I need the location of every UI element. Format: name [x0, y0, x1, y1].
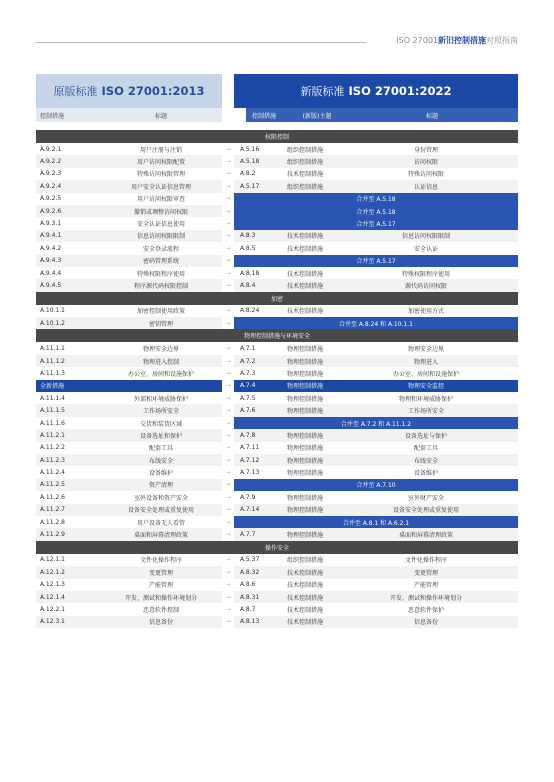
old-control-title: 布线安全 [148, 457, 173, 465]
old-control-title: 用户安全认证信息管理 [130, 183, 191, 191]
mapping-arrow-icon: → [222, 442, 234, 454]
section-header: 操作安全 [36, 541, 518, 554]
table-row [36, 205, 518, 217]
mapping-arrow-icon: → [222, 317, 234, 329]
new-control-title: 开发、测试和操作环境划分 [389, 594, 462, 602]
mapping-arrow-icon: → [222, 491, 234, 503]
old-control-id: A.11.1.4 [40, 394, 65, 402]
mapping-arrow-icon: → [222, 255, 234, 267]
mapping-arrow-icon: → [222, 466, 234, 478]
old-control-id: A.12.2.1 [40, 605, 65, 613]
mapping-arrow-icon: → [222, 579, 234, 591]
new-control-id: A.5.18 [240, 158, 260, 166]
old-control-title: 设备维护 [148, 470, 173, 478]
new-control-title: 设备安全处理或重复使用 [392, 507, 459, 515]
table-row [36, 217, 518, 229]
mapping-arrow-icon: → [222, 143, 234, 155]
old-control-title: 信息备份 [148, 619, 173, 627]
old-control-id: A.12.1.3 [40, 581, 65, 589]
header-rule [36, 42, 366, 43]
new-control-title: 认证信息 [413, 183, 438, 191]
new-control-title: 变更管理 [413, 569, 438, 577]
table-title-row [36, 74, 518, 108]
new-control-theme: 技术控制措施 [286, 282, 323, 290]
mapping-arrow-icon: → [222, 267, 234, 279]
new-control-theme: 物理控制措施 [286, 457, 323, 465]
header-highlight: 新旧控制措施 [438, 36, 486, 45]
table-row [36, 242, 518, 254]
old-control-title: 设备选址和保护 [139, 432, 182, 440]
old-control-title: 变更管理 [148, 569, 173, 577]
col-new-title: 标题 [425, 112, 438, 120]
old-control-title: 外部和环境威胁保护 [133, 395, 188, 403]
new-control-title: 物理进入 [413, 358, 438, 366]
table-row [36, 155, 518, 167]
new-control-title: 源代码访问权限 [404, 282, 447, 290]
new-control-title: 身份管理 [413, 146, 438, 154]
new-control-title: 访问权限 [413, 159, 438, 167]
old-control-id: A.9.4.3 [40, 257, 62, 265]
section-header: 权限控制 [36, 130, 518, 143]
old-control-title [100, 380, 222, 392]
old-control-title: 桌面和屏幕清理政策 [133, 532, 188, 540]
mapping-arrow-icon: → [222, 342, 234, 354]
old-control-title: 文件化操作程序 [139, 557, 182, 565]
merge-note: 合并至 A.8.1 和 A.6.2.1 [234, 516, 518, 528]
col-new-theme: (新版)主题 [302, 112, 332, 120]
new-control-theme: 技术控制措施 [286, 270, 323, 278]
new-control-theme: 技术控制措施 [286, 606, 323, 614]
table-row [36, 180, 518, 192]
new-control-theme: 物理控制措施 [286, 532, 323, 540]
old-control-title: 加密控制使用政策 [136, 308, 185, 316]
old-control-title: 用户访问权限配置 [136, 159, 185, 167]
new-control-theme: 物理控制措施 [286, 507, 323, 515]
old-control-title: 程序源代码权限控制 [133, 282, 188, 290]
new-control-title: 设备选址与保护 [404, 432, 447, 440]
new-control-theme: 物理控制措施 [286, 432, 323, 440]
table-body [36, 130, 518, 628]
new-control-id: A.7.12 [240, 456, 260, 464]
old-control-id: A.11.1.6 [40, 419, 65, 427]
new-control-id: A.8.18 [240, 269, 260, 277]
mapping-arrow-icon: → [222, 528, 234, 540]
new-control-id: A.8.13 [240, 618, 260, 626]
old-control-title: 用户注册与注销 [139, 146, 182, 154]
table-row [36, 603, 518, 615]
mapping-arrow-icon: → [222, 279, 234, 291]
new-control-theme: 组织控制措施 [286, 159, 323, 167]
old-control-title: 室外设备和资产安全 [133, 494, 188, 502]
col-gap [222, 108, 234, 122]
new-control-id: A.8.32 [240, 568, 260, 576]
table-row [36, 491, 518, 503]
merge-note: 合并至 A.8.24 和 A.10.1.1 [234, 317, 518, 329]
new-control-id: A.7.9 [240, 493, 256, 501]
new-control-title: 办公室、房间和设施保护 [392, 370, 459, 378]
new-control-id: A.8.24 [240, 307, 260, 315]
old-control-id: A.11.2.1 [40, 431, 65, 439]
new-control-theme: 物理控制措施 [286, 370, 323, 378]
old-control-id: A.9.2.5 [40, 195, 62, 203]
new-control-id: A.7.13 [240, 469, 260, 477]
table-row [36, 466, 518, 478]
new-control-id: A.8.5 [240, 244, 256, 252]
new-control-theme: 物理控制措施 [286, 358, 323, 366]
table-row [36, 367, 518, 379]
new-control-theme: 技术控制措施 [286, 619, 323, 627]
new-control-title: 加密使用方式 [407, 308, 444, 316]
mapping-arrow-icon: → [222, 479, 234, 491]
old-control-id: A.11.2.7 [40, 506, 65, 514]
mapping-arrow-icon: → [222, 417, 234, 429]
new-control-id: A.5.37 [240, 556, 260, 564]
mapping-arrow-icon: → [222, 230, 234, 242]
old-control-id: A.11.2.5 [40, 481, 65, 489]
table-row [36, 616, 518, 628]
new-control-id: A.7.8 [240, 431, 256, 439]
new-standard-label: 新版标准 [300, 85, 345, 98]
new-control-theme: 组织控制措施 [286, 557, 323, 565]
table-row [36, 404, 518, 416]
table-row [36, 554, 518, 566]
new-control-theme: 物理控制措施 [286, 408, 323, 416]
table-row [36, 380, 518, 392]
new-control-title: 物理安全边界 [407, 346, 444, 354]
new-control-theme: 物理控制措施 [286, 494, 323, 502]
old-control-title: 交货和装货区域 [139, 420, 182, 428]
table-row [36, 279, 518, 291]
new-control-title: 产能管理 [413, 582, 438, 590]
new-control-title: 设备维护 [413, 470, 438, 478]
new-control-title: 物理和环境威胁保护 [398, 395, 453, 403]
new-control-id: A.8.3 [240, 232, 256, 240]
mapping-arrow-icon: → [222, 566, 234, 578]
new-control-title: 信息访问权限限制 [401, 233, 450, 241]
new-control-theme: 物理控制措施 [286, 470, 323, 478]
table-row [36, 566, 518, 578]
table-row [36, 355, 518, 367]
col-new-control: 控制措施 [252, 112, 277, 120]
old-control-id: A.9.3.1 [40, 220, 62, 228]
old-control-id: A.9.2.3 [40, 170, 62, 178]
table-row [36, 267, 518, 279]
new-control-id: A.8.6 [240, 581, 256, 589]
table-row [36, 442, 518, 454]
table-row [36, 317, 518, 329]
table-row [36, 255, 518, 267]
old-control-title: 特殊权限程序使用 [136, 270, 185, 278]
mapping-arrow-icon: → [222, 367, 234, 379]
mapping-arrow-icon: → [222, 516, 234, 528]
old-control-id: A.11.2.3 [40, 456, 65, 464]
col-old-control: 控制措施 [40, 112, 65, 120]
mapping-arrow-icon: → [222, 242, 234, 254]
mapping-arrow-icon: → [222, 305, 234, 317]
old-control-title: 密码管理系统 [142, 258, 179, 266]
old-control-id: A.11.1.5 [40, 407, 65, 415]
old-control-id: A.9.2.6 [40, 207, 62, 215]
old-control-title: 产能管理 [148, 582, 173, 590]
table-row [36, 528, 518, 540]
new-control-title: 文件化操作程序 [404, 557, 447, 565]
new-control-title: 信息备份 [413, 619, 438, 627]
new-control-title: 恶意软件保护 [407, 606, 444, 614]
new-control-title: 特殊权限程序使用 [401, 270, 450, 278]
new-standard-id: ISO 27001:2022 [348, 84, 452, 98]
old-control-id: A.11.2.4 [40, 469, 65, 477]
new-control-id: A.7.11 [240, 444, 260, 452]
new-control-id: A.7.5 [240, 394, 256, 402]
old-standard-title [36, 74, 222, 108]
comparison-table [36, 74, 518, 628]
old-control-title: 特殊访问权限管理 [136, 171, 185, 179]
old-control-id: A.12.3.1 [40, 618, 65, 626]
merge-note: 合并至 A.5.17 [234, 217, 518, 229]
old-control-title: 安全登录流程 [142, 245, 179, 253]
old-control-id: A.12.1.2 [40, 568, 65, 576]
page-header [396, 35, 518, 46]
merge-note: 合并至 A.5.18 [234, 205, 518, 217]
old-control-title: 密钥管理 [148, 320, 173, 328]
old-control-title: 撤销或调整访问权限 [133, 208, 188, 216]
old-control-id: A.9.4.2 [40, 244, 62, 252]
old-control-id: A.10.1.1 [40, 307, 65, 315]
old-standard-label: 原版标准 [53, 85, 98, 98]
new-control-title: 物理安全监控 [334, 380, 518, 392]
old-control-id: A.11.1.1 [40, 345, 65, 353]
table-row [36, 454, 518, 466]
old-control-title: 资产清理 [148, 482, 173, 490]
old-control-title: 用户访问权限审查 [136, 196, 185, 204]
old-control-id: A.11.1.3 [40, 369, 65, 377]
section-header: 加密 [36, 292, 518, 305]
new-control-id: A.7.3 [240, 369, 256, 377]
new-control-theme: 物理控制措施 [286, 395, 323, 403]
new-control-id: A.5.17 [240, 182, 260, 190]
new-control-theme: 物理控制措施 [286, 445, 323, 453]
old-control-id: A.11.2.2 [40, 444, 65, 452]
new-control-theme: 技术控制措施 [286, 582, 323, 590]
merge-note: 合并至 A.5.17 [234, 255, 518, 267]
old-control-title: 开发、测试和操作环境划分 [124, 594, 197, 602]
merge-note: 合并至 A.5.18 [234, 193, 518, 205]
mapping-arrow-icon: → [222, 404, 234, 416]
old-control-title: 配套工具 [148, 445, 173, 453]
new-control-theme: 技术控制措施 [286, 171, 323, 179]
table-row [36, 591, 518, 603]
mapping-arrow-icon: → [222, 616, 234, 628]
old-control-id: A.12.1.1 [40, 556, 65, 564]
new-control-theme: 组织控制措施 [286, 183, 323, 191]
mapping-arrow-icon: → [222, 205, 234, 217]
new-control-id: A.7.7 [240, 531, 256, 539]
old-control-id: A.9.4.4 [40, 269, 62, 277]
table-row [36, 168, 518, 180]
header-suffix: 对照指南 [486, 36, 518, 45]
table-row [36, 230, 518, 242]
new-control-title: 工作场所安全 [407, 408, 444, 416]
new-control-id: A.7.1 [240, 345, 256, 353]
mapping-arrow-icon: → [222, 591, 234, 603]
new-control-id: A.8.2 [240, 170, 256, 178]
mapping-arrow-icon: → [222, 392, 234, 404]
new-control-id: A.8.4 [240, 281, 256, 289]
mapping-arrow-icon: → [222, 155, 234, 167]
table-row [36, 417, 518, 429]
mapping-arrow-icon: → [222, 554, 234, 566]
new-control-theme: 物理控制措施 [276, 380, 334, 392]
old-column-headers [36, 108, 222, 122]
old-control-id: A.9.4.1 [40, 232, 62, 240]
old-control-title: 物理进入控制 [142, 358, 179, 366]
new-control-id: A.7.14 [240, 506, 260, 514]
old-control-id: A.12.1.4 [40, 593, 65, 601]
new-control-theme: 技术控制措施 [286, 569, 323, 577]
section-header: 物理控制措施与环境安全 [36, 329, 518, 342]
merge-note: 合并至 A.7.10 [234, 479, 518, 491]
new-control-id: A.8.7 [240, 605, 256, 613]
mapping-arrow-icon: → [222, 168, 234, 180]
new-control-title: 桌面和屏幕清理政策 [398, 532, 453, 540]
new-control-id: A.7.2 [240, 357, 256, 365]
mapping-arrow-icon: → [222, 454, 234, 466]
table-row [36, 342, 518, 354]
mapping-arrow-icon: → [222, 193, 234, 205]
old-control-title: 工作场所安全 [142, 408, 179, 416]
new-control-title: 布线安全 [413, 457, 438, 465]
col-old-title: 标题 [154, 112, 167, 120]
old-control-id: A.11.2.8 [40, 518, 65, 526]
new-control-title: 配套工具 [413, 445, 438, 453]
table-row [36, 392, 518, 404]
old-control-id: A.9.2.4 [40, 182, 62, 190]
old-control-id: A.11.2.9 [40, 531, 65, 539]
new-control-theme: 技术控制措施 [286, 245, 323, 253]
merge-note: 合并至 A.7.2 和 A.11.1.2 [234, 417, 518, 429]
new-control-theme: 组织控制措施 [286, 146, 323, 154]
old-control-id: A.9.4.5 [40, 281, 62, 289]
new-control-title: 安全认证 [413, 245, 438, 253]
old-control-id: A.11.1.2 [40, 357, 65, 365]
table-row [36, 429, 518, 441]
old-control-title: 用户设备无人看管 [136, 519, 185, 527]
new-control-title: 室外财产安全 [407, 494, 444, 502]
mapping-arrow-icon: → [222, 603, 234, 615]
old-control-title: 安全认证信息使用 [136, 221, 185, 229]
old-control-title: 恶意软件控制 [142, 606, 179, 614]
new-control-theme: 技术控制措施 [286, 308, 323, 316]
new-control-id: A.5.16 [240, 145, 260, 153]
new-control-id: A.7.6 [240, 407, 256, 415]
old-control-title: 物理安全边界 [142, 346, 179, 354]
column-header-row [36, 108, 518, 122]
mapping-arrow-icon: → [222, 180, 234, 192]
old-control-id: A.11.2.6 [40, 493, 65, 501]
old-control-id: A.9.2.2 [40, 158, 62, 166]
new-control-theme: 物理控制措施 [286, 346, 323, 354]
table-row [36, 504, 518, 516]
table-row [36, 305, 518, 317]
old-control-id: A.10.1.2 [40, 319, 65, 327]
header-prefix: ISO 27001 [396, 36, 438, 45]
mapping-arrow-icon: → [222, 355, 234, 367]
table-row [36, 579, 518, 591]
mapping-arrow-icon: → [222, 380, 234, 392]
new-control-title: 特殊访问权限 [407, 171, 444, 179]
new-column-headers [246, 108, 518, 122]
table-row [36, 516, 518, 528]
table-row [36, 479, 518, 491]
new-control-theme: 技术控制措施 [286, 233, 323, 241]
old-control-title: 信息访问权限限制 [136, 233, 185, 241]
new-control-theme: 技术控制措施 [286, 594, 323, 602]
old-control-id: 全新措施 [36, 380, 100, 392]
old-control-title: 设备安全处理或重复使用 [127, 507, 194, 515]
mapping-arrow-icon: → [222, 429, 234, 441]
old-standard-id: ISO 27001:2013 [101, 84, 205, 98]
new-control-id: A.8.31 [240, 593, 260, 601]
old-control-title: 办公室、房间和设施保护 [127, 370, 194, 378]
table-row [36, 193, 518, 205]
new-control-id: A.7.4 [234, 380, 276, 392]
new-standard-title [234, 74, 518, 108]
mapping-arrow-icon: → [222, 217, 234, 229]
old-control-id: A.9.2.1 [40, 145, 62, 153]
table-row [36, 143, 518, 155]
mapping-arrow-icon: → [222, 504, 234, 516]
